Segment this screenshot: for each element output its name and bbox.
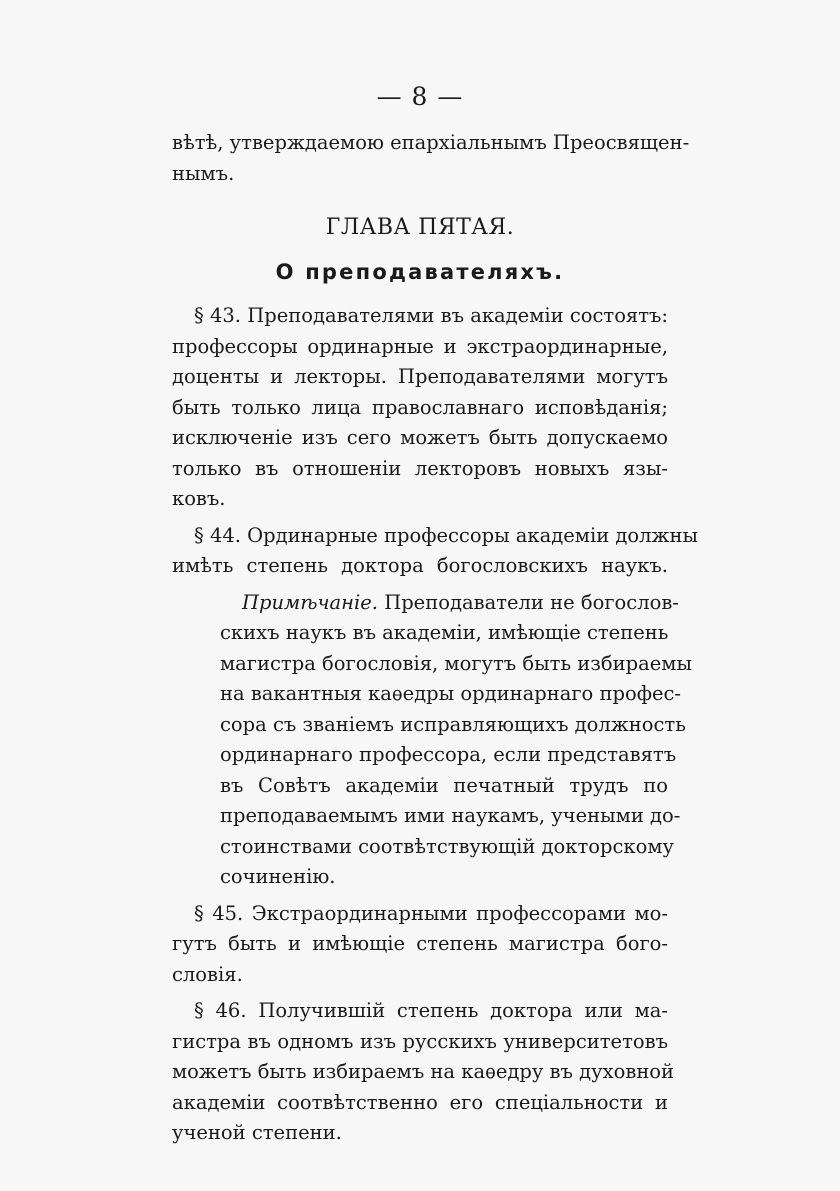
text-line: ученой степени. (172, 1121, 342, 1144)
text-line: можетъ быть избираемъ на каѳедру въ духовной (172, 1060, 675, 1083)
text-line: сора съ званіемъ исправляющихъ должность (220, 712, 686, 736)
text-line: § 46. Получившій степень доктора или ма- (194, 999, 668, 1022)
section-title: О преподавателяхъ. (275, 260, 565, 284)
page-number: — 8 — (376, 82, 464, 111)
text-line (220, 588, 679, 619)
text-line: академіи соотвѣтственно его спеціальности и (172, 1090, 668, 1114)
text-line: магистра богословія, могутъ быть избираемы (220, 651, 692, 675)
intro-paragraph (172, 128, 690, 189)
text-line: исключеніе изъ сего можетъ быть допускаемо (172, 426, 668, 449)
text-line: только въ отношеніи лекторовъ новыхъ язы- (172, 456, 668, 480)
paragraph-44 (172, 521, 698, 582)
text-line: словія. (172, 962, 243, 986)
note-first-line: Преподаватели не богослов- (378, 590, 679, 614)
paragraph-43 (172, 301, 668, 515)
text-line: ординарнаго профессора, если представятъ (220, 743, 677, 766)
text-line: ковъ. (172, 487, 226, 510)
text-line: на вакантныя каѳедры ординарнаго профес- (220, 682, 682, 705)
text-line: § 44. Ординарные профессоры академіи должны (194, 523, 698, 547)
text-line: преподаваемымъ ими наукамъ, учеными до- (220, 804, 681, 827)
text-line: стоинствами соотвѣтствующій докторскому (220, 834, 674, 858)
text-line: скихъ наукъ въ академіи, имѣющіе степень (220, 621, 669, 644)
text-line: въ Совѣтъ академіи печатный трудъ по (220, 773, 668, 797)
note-label: Примѣчаніе. (242, 590, 378, 614)
text-line: сочиненію. (220, 865, 336, 888)
page-body (172, 128, 698, 1149)
chapter-title: ГЛАВА ПЯТАЯ. (325, 215, 515, 240)
paragraph-46 (172, 996, 675, 1149)
text-line: доценты и лекторы. Преподавателями могутъ (172, 365, 668, 388)
paragraph-45 (172, 899, 668, 991)
text-line: § 45. Экстраординарными профессорами мо- (194, 901, 668, 925)
text-line: имѣть степень доктора богословскихъ наукъ. (172, 554, 668, 577)
text-line: § 43. Преподавателями въ академіи состоятъ: (194, 304, 668, 327)
note-block (220, 588, 692, 893)
text-line: профессоры ординарные и экстраординарные, (172, 334, 668, 358)
text-line: гистра въ одномъ изъ русскихъ университетовъ (172, 1029, 668, 1053)
text-line: быть только лица православнаго исповѣданія; (172, 395, 668, 419)
text-line: гутъ быть и имѣющіе степень магистра бого- (172, 932, 668, 955)
text-line: нымъ. (172, 161, 235, 185)
text-line: вѣтѣ, утверждаемою епархіальнымъ Преосвящен- (172, 131, 690, 154)
